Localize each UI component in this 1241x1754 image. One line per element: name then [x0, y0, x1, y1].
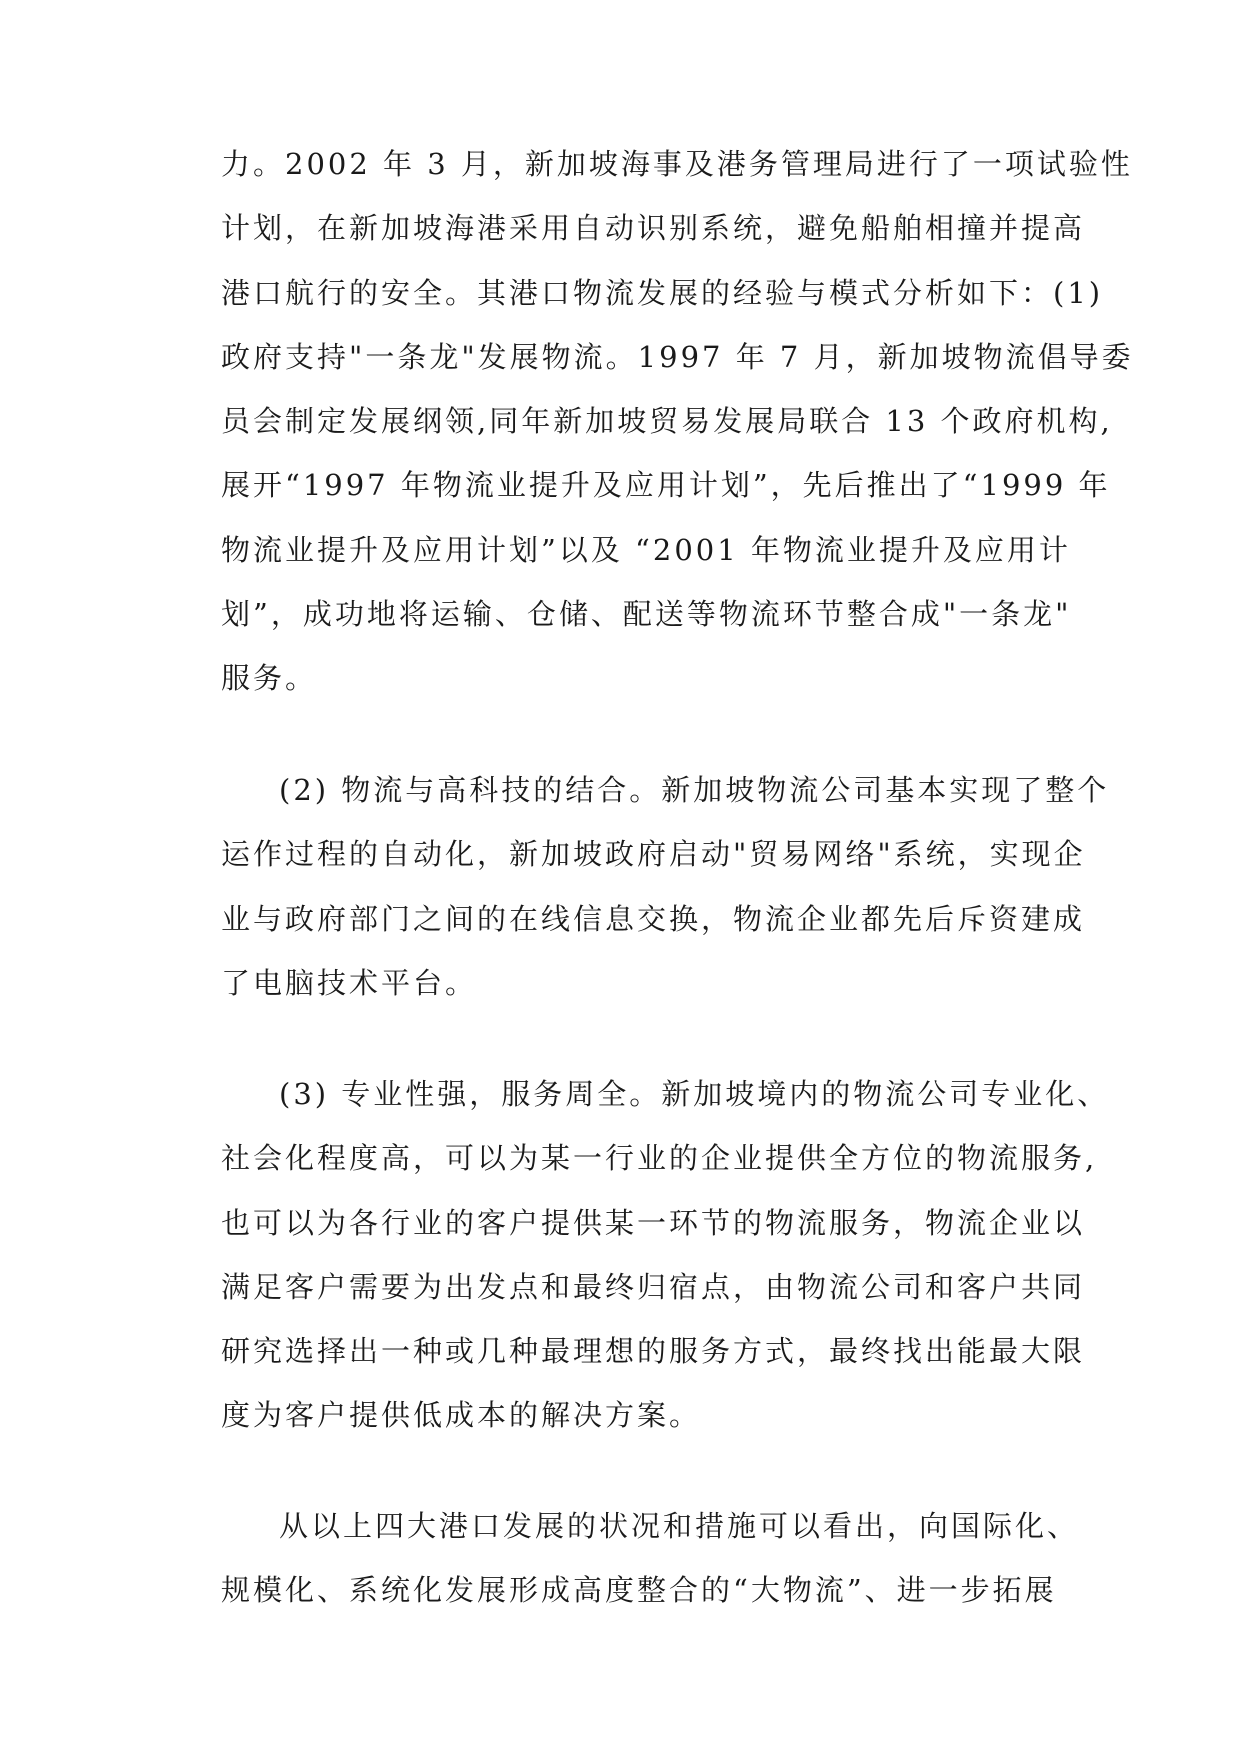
paragraph-singapore-port-experience	[221, 132, 1134, 711]
text-line: 计划，在新加坡海港采用自动识别系统，避免船舶相撞并提高	[221, 211, 1086, 246]
text-line: 了电脑技术平台。	[221, 965, 478, 1000]
text-line: 物流业提升及应用计划”以及 “2001 年物流业提升及应用计	[221, 532, 1071, 567]
text-line: (3) 专业性强，服务周全。新加坡境内的物流公司专业化、	[279, 1077, 1110, 1111]
text-line: 政府支持"一条龙"发展物流。1997 年 7 月，新加坡物流倡导委	[221, 339, 1134, 374]
text-line: 规模化、系统化发展形成高度整合的“大物流”、进一步拓展	[221, 1573, 1057, 1608]
text-line: 度为客户提供低成本的解决方案。	[221, 1398, 702, 1433]
text-line: 也可以为各行业的客户提供某一环节的物流服务，物流企业以	[221, 1205, 1086, 1240]
text-line: 力。2002 年 3 月，新加坡海事及港务管理局进行了一项试验性	[221, 147, 1133, 181]
text-line: 运作过程的自动化，新加坡政府启动"贸易网络"系统，实现企	[221, 837, 1086, 872]
text-line: 研究选择出一种或几种最理想的服务方式，最终找出能最大限	[221, 1334, 1086, 1369]
text-line: 港口航行的安全。其港口物流发展的经验与模式分析如下：(1)	[221, 275, 1104, 310]
paragraph-professional-service	[221, 1062, 1110, 1448]
text-line: 社会化程度高，可以为某一行业的企业提供全方位的物流服务,	[221, 1141, 1098, 1176]
text-line: 业与政府部门之间的在线信息交换，物流企业都先后斥资建成	[221, 901, 1086, 936]
text-line: (2) 物流与高科技的结合。新加坡物流公司基本实现了整个	[279, 773, 1110, 807]
text-line: 划”，成功地将运输、仓储、配送等物流环节整合成"一条龙"	[221, 597, 1072, 632]
text-line: 展开“1997 年物流业提升及应用计划”，先后推出了“1999 年	[221, 468, 1111, 503]
paragraph-conclusion	[221, 1494, 1080, 1623]
text-line: 服务。	[221, 661, 318, 696]
text-line: 员会制定发展纲领,同年新加坡贸易发展局联合 13 个政府机构,	[221, 404, 1113, 439]
paragraph-logistics-high-tech	[221, 758, 1110, 1015]
text-line: 满足客户需要为出发点和最终归宿点，由物流公司和客户共同	[221, 1269, 1086, 1304]
text-line: 从以上四大港口发展的状况和措施可以看出，向国际化、	[279, 1509, 1080, 1543]
